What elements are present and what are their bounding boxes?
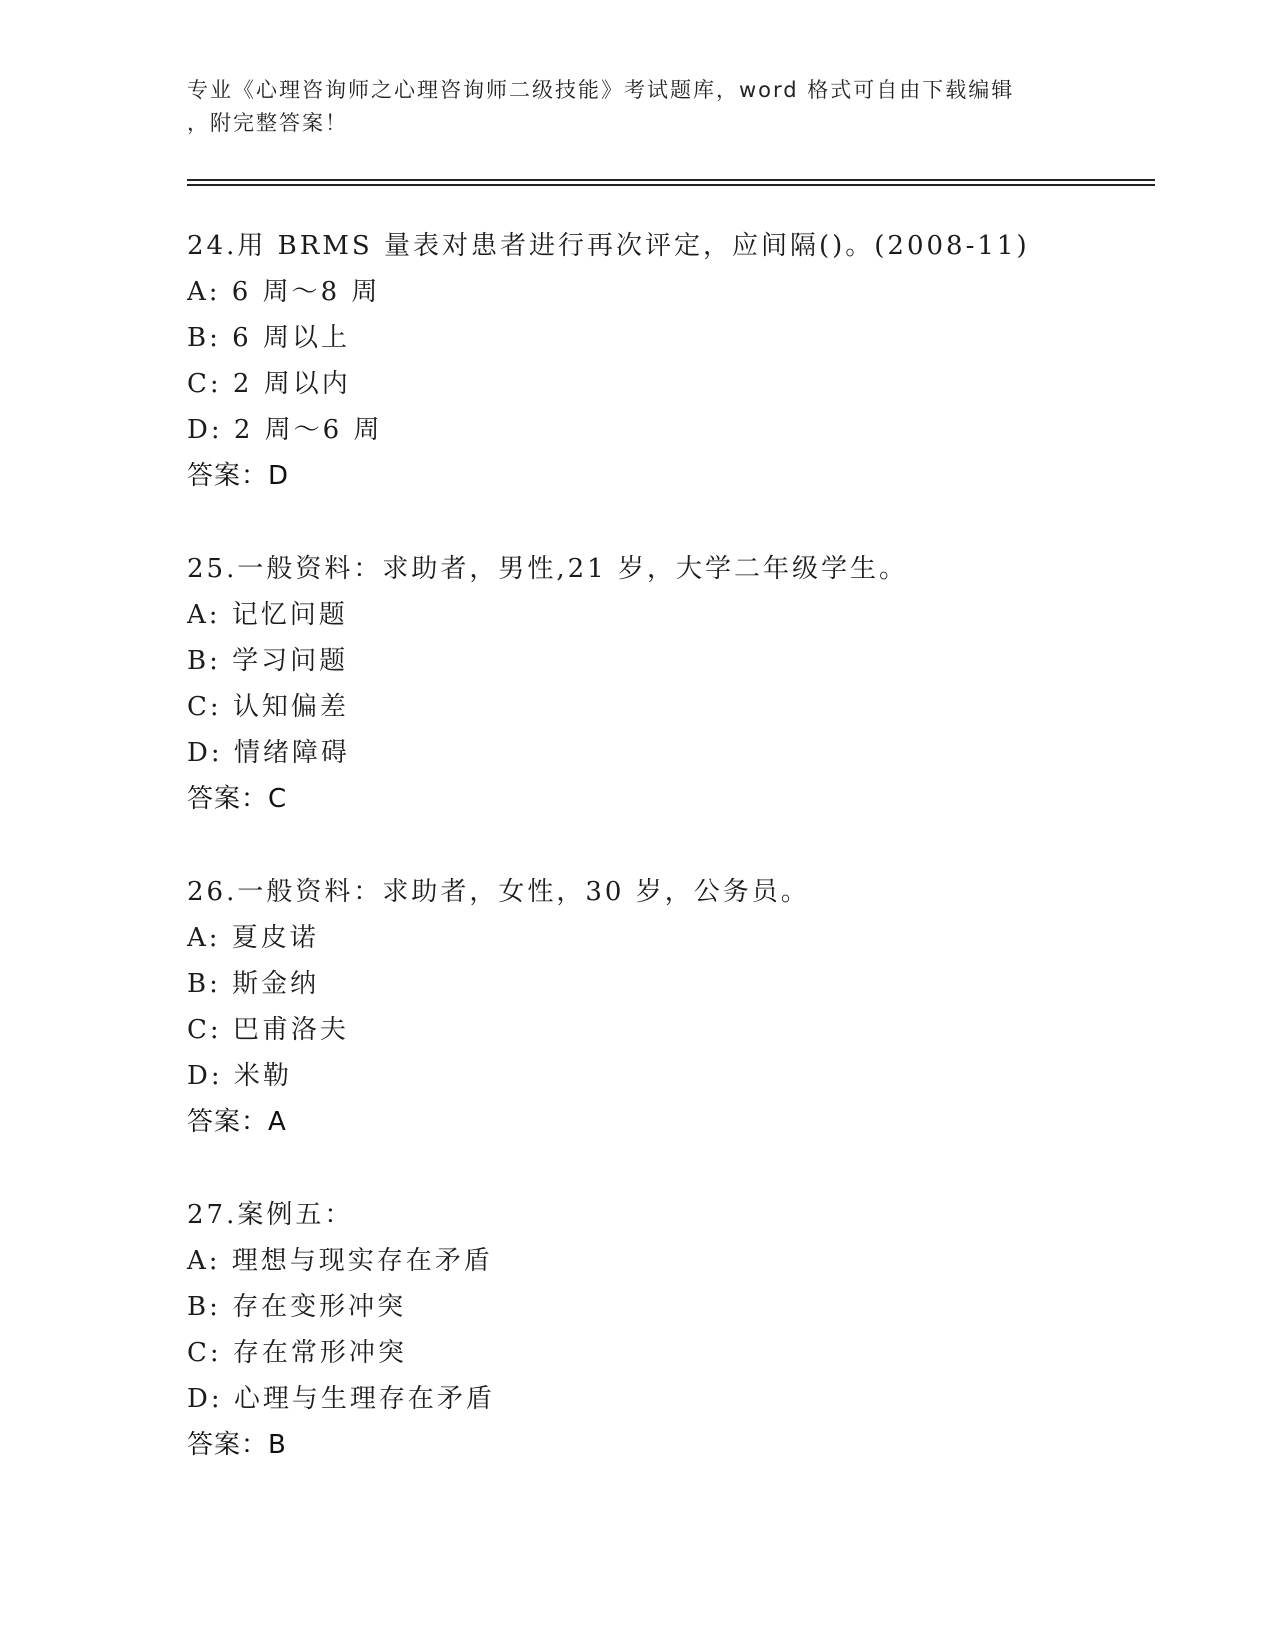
option-d: D: 心理与生理存在矛盾 — [187, 1384, 495, 1414]
option-b: B: 存在变形冲突 — [187, 1292, 407, 1322]
question-26 — [187, 869, 1187, 1145]
answer-line: 答案：B — [187, 1430, 287, 1460]
question-stem: 24.用 BRMS 量表对患者进行再次评定，应间隔()。(2008-11) — [187, 231, 1030, 261]
answer-line: 答案：C — [187, 784, 288, 814]
option-a: A: 夏皮诺 — [187, 923, 319, 953]
option-d: D: 米勒 — [187, 1061, 292, 1091]
header-line-2: ，附完整答案！ — [187, 111, 348, 135]
answer-line: 答案：A — [187, 1107, 287, 1137]
header-divider-top — [187, 179, 1155, 181]
question-stem: 25.一般资料：求助者，男性,21 岁，大学二年级学生。 — [187, 554, 908, 584]
question-stem: 26.一般资料：求助者，女性，30 岁，公务员。 — [187, 877, 810, 907]
option-b: B: 6 周以上 — [187, 323, 350, 353]
option-a: A: 记忆问题 — [187, 600, 348, 630]
question-stem: 27.案例五： — [187, 1200, 354, 1230]
header-line-1: 专业《心理咨询师之心理咨询师二级技能》考试题库，word 格式可自由下载编辑 — [187, 78, 1015, 102]
question-24 — [187, 223, 1187, 499]
document-header — [187, 74, 1087, 140]
option-c: C: 认知偏差 — [187, 692, 349, 722]
option-c: C: 存在常形冲突 — [187, 1338, 407, 1368]
answer-line: 答案：D — [187, 461, 290, 491]
option-a: A: 6 周～8 周 — [187, 277, 381, 307]
question-27 — [187, 1192, 1187, 1468]
header-divider-bottom — [187, 184, 1155, 186]
option-c: C: 2 周以内 — [187, 369, 351, 399]
option-d: D: 情绪障碍 — [187, 738, 350, 768]
option-a: A: 理想与现实存在矛盾 — [187, 1246, 493, 1276]
option-b: B: 学习问题 — [187, 646, 349, 676]
option-c: C: 巴甫洛夫 — [187, 1015, 349, 1045]
question-25 — [187, 546, 1187, 822]
option-b: B: 斯金纳 — [187, 969, 320, 999]
option-d: D: 2 周～6 周 — [187, 415, 383, 445]
